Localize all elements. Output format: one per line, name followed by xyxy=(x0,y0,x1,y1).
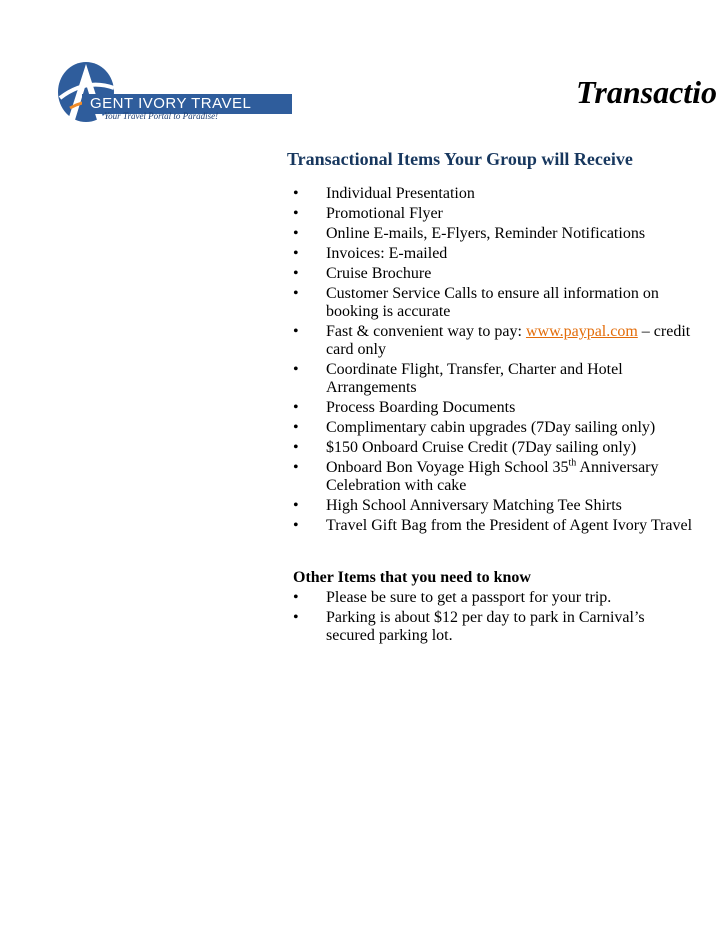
list-item-text: Parking is about $12 per day to park in Carnival’s secured parking lot. xyxy=(326,609,645,644)
bullet-icon: • xyxy=(293,439,299,456)
bullet-icon: • xyxy=(293,185,299,202)
list-item-text: Individual Presentation xyxy=(326,185,475,202)
list-item xyxy=(293,439,693,457)
list-item xyxy=(293,265,693,283)
list-item xyxy=(293,589,693,607)
bullet-icon: • xyxy=(293,225,299,242)
agent-ivory-travel-logo xyxy=(56,58,256,128)
list-item xyxy=(293,517,693,535)
logo-wordmark: GENT IVORY TRAVEL xyxy=(82,94,292,114)
list-item xyxy=(293,419,693,437)
transactional-items-list xyxy=(293,185,693,537)
bullet-icon: • xyxy=(293,517,299,534)
other-items-heading: Other Items that you need to know xyxy=(293,569,531,586)
bullet-icon: • xyxy=(293,419,299,436)
list-item-text: High School Anniversary Matching Tee Shirts xyxy=(326,497,622,514)
bullet-icon: • xyxy=(293,497,299,514)
list-item xyxy=(293,225,693,243)
list-item xyxy=(293,399,693,417)
section-heading: Transactional Items Your Group will Receive xyxy=(287,149,633,169)
list-item xyxy=(293,323,693,359)
bullet-icon: • xyxy=(293,265,299,282)
list-item-text: Onboard Bon Voyage High School 35th Anniversary Celebration with cake xyxy=(326,457,659,494)
list-item xyxy=(293,245,693,263)
list-item-text: Cruise Brochure xyxy=(326,265,432,282)
list-item xyxy=(293,185,693,203)
bullet-icon: • xyxy=(293,323,299,340)
list-item-text: Customer Service Calls to ensure all information on booking is accurate xyxy=(326,285,659,320)
list-item xyxy=(293,285,693,321)
list-item-text: Process Boarding Documents xyxy=(326,399,516,416)
list-item-text: Coordinate Flight, Transfer, Charter and Hotel Arrangements xyxy=(326,361,623,396)
bullet-icon: • xyxy=(293,245,299,262)
ordinal-superscript: th xyxy=(568,457,577,469)
bullet-icon: • xyxy=(293,205,299,222)
list-item-text: Online E-mails, E-Flyers, Reminder Notifications xyxy=(326,225,646,242)
bullet-icon: • xyxy=(293,609,299,626)
list-item xyxy=(293,205,693,223)
bullet-icon: • xyxy=(293,361,299,378)
list-item xyxy=(293,497,693,515)
list-item xyxy=(293,459,693,495)
list-item xyxy=(293,609,693,645)
list-item-text: Please be sure to get a passport for your trip. xyxy=(326,589,612,606)
page-title: Transactio xyxy=(576,74,718,110)
paypal-link[interactable]: www.paypal.com xyxy=(525,323,638,340)
list-item-text: $150 Onboard Cruise Credit (7Day sailing only) xyxy=(326,439,637,456)
bullet-icon: • xyxy=(293,589,299,606)
list-item-text: Invoices: E-mailed xyxy=(326,245,448,262)
list-item-text: Fast & convenient way to pay: www.paypal.com – credit card only xyxy=(326,323,691,358)
list-item-text: Travel Gift Bag from the President of Agent Ivory Travel xyxy=(326,517,693,534)
other-items-list xyxy=(293,589,693,647)
logo-tagline: Your Travel Portal to Paradise! xyxy=(104,111,219,121)
list-item-text: Promotional Flyer xyxy=(326,205,443,222)
bullet-icon: • xyxy=(293,399,299,416)
bullet-icon: • xyxy=(293,459,299,476)
list-item xyxy=(293,361,693,397)
list-item-text: Complimentary cabin upgrades (7Day sailing only) xyxy=(326,419,656,436)
bullet-icon: • xyxy=(293,285,299,302)
